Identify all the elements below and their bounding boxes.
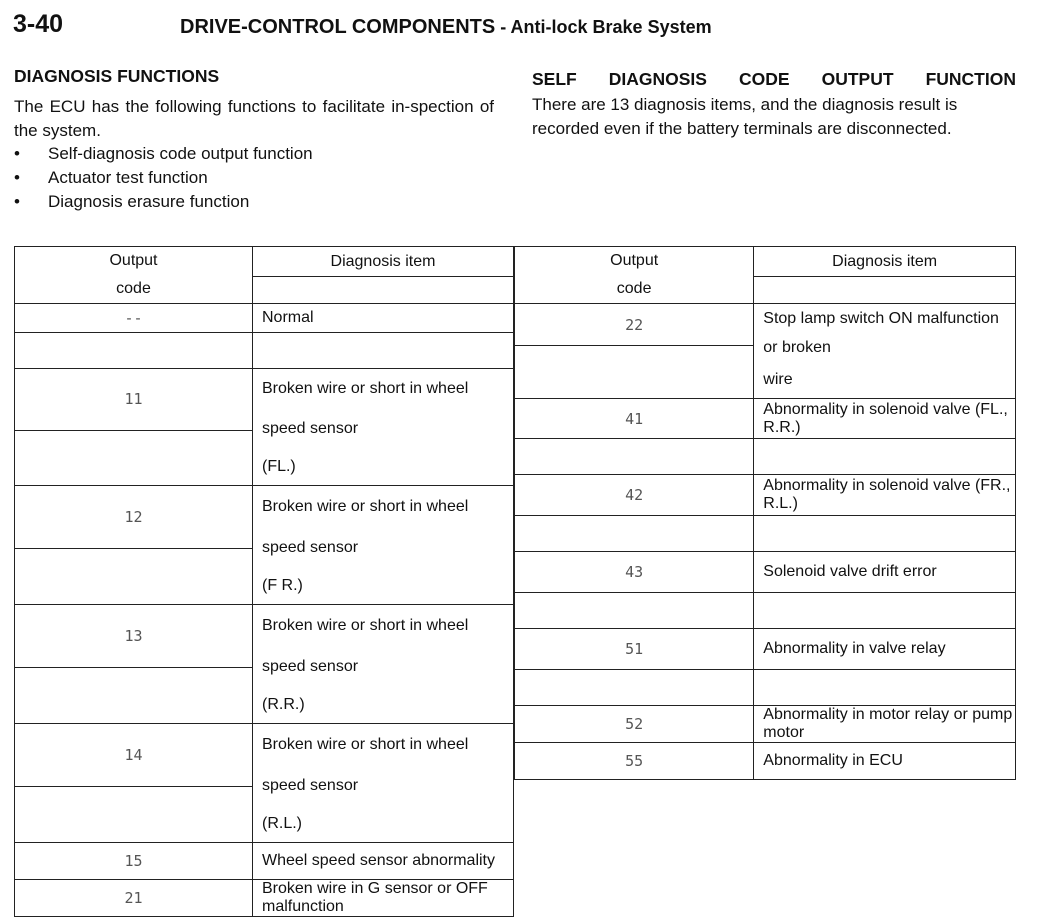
table-row-continued [515,516,1016,552]
function-item: • Diagnosis erasure function [14,190,313,214]
header-row [515,247,1016,277]
code-header [515,247,754,304]
table-row [15,724,514,787]
diagnosis-item: Abnormality in solenoid valve (FL., R.R.) [763,400,1008,436]
item-header [754,247,1016,277]
output-code: 22 [625,315,644,334]
item-cell [754,743,1016,780]
empty-cell [515,593,754,629]
empty-cell [252,333,513,369]
diagnosis-item: Broken wire or short in wheel speed sensor [261,736,469,794]
table-row [515,475,1016,516]
code-cell [15,724,253,787]
table-row [15,843,514,880]
table-row [15,880,514,917]
header-row [15,247,514,277]
empty-cell [754,670,1016,706]
diagnosis-item: Normal [261,309,314,326]
item-cell [252,486,513,605]
output-code: 52 [625,715,644,733]
diagnosis-functions-heading: DIAGNOSIS FUNCTIONS [14,66,220,86]
empty-cell [15,333,253,369]
item-cell [754,399,1016,439]
output-code: 12 [124,508,143,527]
table-row [515,629,1016,670]
code-cell [515,304,754,346]
table-row-continued [515,670,1016,706]
code-header-line: code [116,280,151,297]
empty-cell [15,430,253,485]
item-header [252,247,513,277]
diagnosis-item: (R.R.) [261,696,305,713]
item-cell [754,629,1016,670]
diagnosis-item: Broken wire or short in wheel speed sensor [261,617,469,675]
table-row [515,304,1016,346]
item-cell [754,706,1016,743]
diagnosis-item: Abnormality in motor relay or pump motor [763,706,1013,741]
item-header-text: Diagnosis item [330,252,436,270]
diagnosis-table-left [14,246,514,917]
empty-cell [515,346,754,399]
output-code: 42 [625,486,644,504]
page-title [180,16,712,39]
item-cell [252,304,513,333]
diagnosis-item: Solenoid valve drift error [763,563,937,580]
diagnosis-item: wire [763,371,793,388]
empty-cell [15,668,253,724]
output-code: 13 [124,627,143,646]
item-cell [754,475,1016,516]
table-row [15,369,514,431]
empty-cell [515,516,754,552]
function-list [14,142,313,214]
item-cell [252,843,513,880]
code-cell [515,475,754,516]
code-cell [15,605,253,668]
table-row [15,605,514,668]
diagnosis-functions-text: The ECU has the following functions to facilitate in-spection of the system. [14,97,494,140]
diagnosis-item: Broken wire or short in wheel speed sensor [261,380,469,437]
item-cell [252,369,513,486]
empty-cell [515,670,754,706]
table-row [515,743,1016,780]
code-cell [515,706,754,743]
table-row [515,552,1016,593]
item-cell [252,724,513,843]
output-code: 15 [124,852,143,870]
item-cell [754,552,1016,593]
table-row [515,399,1016,439]
empty-cell [754,516,1016,552]
code-cell [515,399,754,439]
table-row-continued [15,333,514,369]
output-code: -- [124,309,143,327]
diagnosis-item: Abnormality in solenoid valve (FR., R.L.) [763,477,1011,512]
code-cell [15,843,253,880]
table-row [15,304,514,333]
item-cell [252,880,513,917]
function-item: • Actuator test function [14,166,313,190]
code-cell [15,304,253,333]
empty-cell [754,593,1016,629]
table-row [15,486,514,549]
table-row-continued [515,593,1016,629]
diagnosis-item: Wheel speed sensor abnormality [261,852,495,869]
output-code: 55 [625,752,644,770]
output-code: 11 [124,390,143,409]
item-header-text: Diagnosis item [832,252,938,270]
code-header-line: code [616,280,652,297]
code-header-line: Output [109,252,158,269]
diagnosis-item: Stop lamp switch ON malfunction or broken [763,310,999,356]
function-item: • Self-diagnosis code output function [14,142,313,166]
diagnosis-item: (R.L.) [261,815,302,832]
diagnosis-item: (F R.) [261,577,303,594]
empty-cell [754,277,1016,304]
output-code: 43 [625,563,644,581]
code-cell [515,552,754,593]
page-number: 3-40 [13,10,64,38]
code-cell [515,743,754,780]
empty-cell [252,277,513,304]
title-sub: - Anti-lock Brake System [495,17,712,37]
empty-cell [15,787,253,843]
table-row-continued [515,439,1016,475]
code-header [15,247,253,304]
code-cell [515,629,754,670]
diagnosis-item: Abnormality in ECU [763,752,903,769]
diagnosis-table-right [514,246,1016,780]
empty-cell [754,439,1016,475]
output-code: 21 [124,889,143,907]
title-main: DRIVE-CONTROL COMPONENTS [180,16,496,38]
output-code: 14 [124,746,143,765]
diagnosis-item: Abnormality in valve relay [763,640,946,657]
diagnosis-item: (FL.) [261,458,296,475]
table-row [515,706,1016,743]
output-code: 41 [625,409,644,428]
code-cell [15,880,253,917]
output-code: 51 [625,640,644,658]
self-diagnosis-text: There are 13 diagnosis items, and the diagnosis result is recorded even if the battery terminals are disconnected. [532,95,958,138]
self-diagnosis-heading: SELF DIAGNOSIS CODE OUTPUT FUNCTION [532,69,1016,89]
item-cell [754,304,1016,399]
empty-cell [15,549,253,605]
code-header-line: Output [610,252,659,269]
empty-cell [515,439,754,475]
diagnosis-item: Broken wire or short in wheel speed sensor [261,498,469,556]
code-cell [15,486,253,549]
diagnosis-item: Broken wire in G sensor or OFF malfunction [261,880,488,915]
item-cell [252,605,513,724]
code-cell [15,369,253,431]
